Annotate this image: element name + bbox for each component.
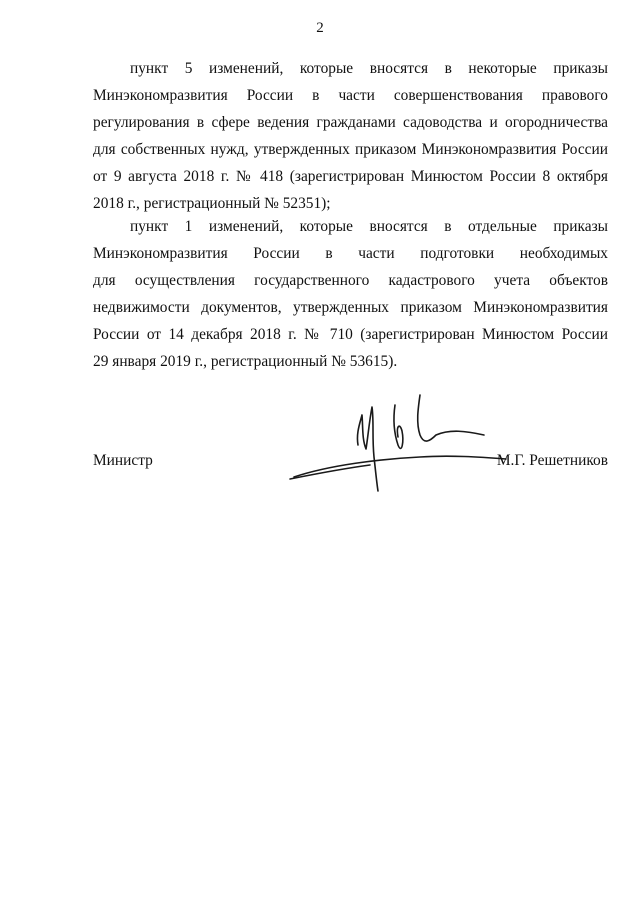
paragraph-line: недвижимости документов, утвержденных приказом Минэкономразвития <box>93 299 608 316</box>
paragraph-1 <box>93 55 608 217</box>
paragraph-line: 29 января 2019 г., регистрационный № 53615). <box>93 353 398 370</box>
paragraph-line: России от 14 декабря 2018 г. № 710 (зарегистрирован Минюстом России <box>93 326 608 343</box>
paragraph-line: для осуществления государственного кадастрового учета объектов <box>93 272 608 289</box>
paragraph-line: для собственных нужд, утвержденных приказом Минэкономразвития России <box>93 141 608 158</box>
paragraph-line: пункт 1 изменений, которые вносятся в отдельные приказы <box>130 218 608 235</box>
paragraph-line: Минэкономразвития России в части совершенствования правового <box>93 87 608 104</box>
handwritten-signature <box>270 375 510 500</box>
signer-name: М.Г. Решетников <box>496 452 608 469</box>
paragraph-line: Минэкономразвития России в части подготовки необходимых <box>93 245 608 262</box>
paragraph-line: пункт 5 изменений, которые вносятся в некоторые приказы <box>130 60 608 77</box>
paragraph-line: 2018 г., регистрационный № 52351); <box>93 195 331 212</box>
page-number: 2 <box>316 20 324 36</box>
paragraph-line: регулирования в сфере ведения гражданами садоводства и огородничества <box>93 114 608 131</box>
paragraph-2 <box>93 213 608 375</box>
paragraph-line: от 9 августа 2018 г. № 418 (зарегистрирован Минюстом России 8 октября <box>93 168 608 185</box>
signer-title: Министр <box>93 452 153 469</box>
